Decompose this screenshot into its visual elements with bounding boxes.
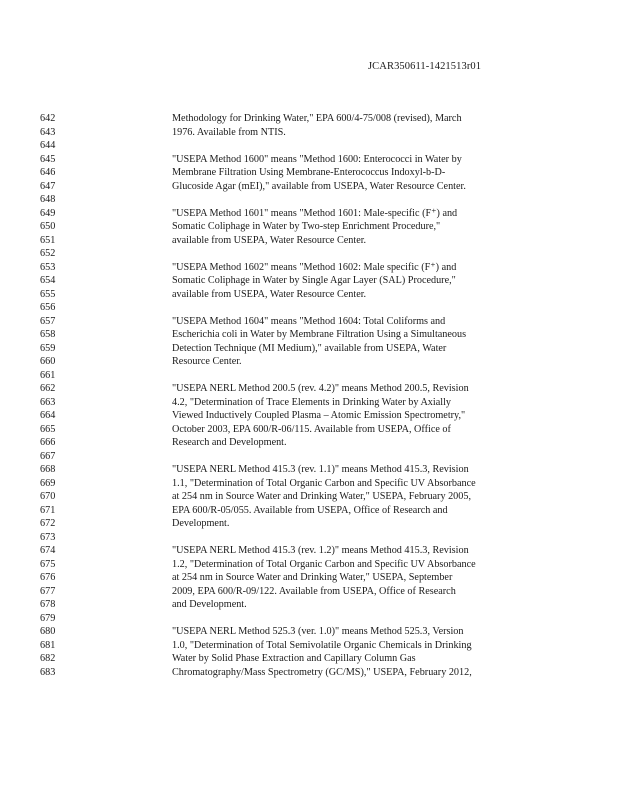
line-text: Membrane Filtration Using Membrane-Enterococcus Indoxyl-b-D-: [172, 167, 446, 178]
line-number: 664: [40, 410, 56, 421]
text-line: [0, 396, 618, 410]
line-text: 4.2, "Determination of Trace Elements in Drinking Water by Axially: [172, 396, 452, 408]
line-text: October 2003, EPA 600/R-06/115. Available from USEPA, Office of: [172, 423, 451, 435]
line-number: 672: [40, 518, 56, 529]
text-line: [0, 139, 618, 153]
line-number: 655: [40, 288, 56, 300]
line-text: EPA 600/R-05/055. Available from USEPA, Office of Research and: [172, 504, 448, 516]
text-line: [0, 639, 618, 653]
line-number: 642: [40, 113, 56, 124]
text-line: [0, 612, 618, 626]
line-text: 1976. Available from NTIS.: [172, 126, 286, 138]
text-line: [0, 355, 618, 369]
line-text: "USEPA NERL Method 200.5 (rev. 4.2)" means Method 200.5, Revision: [172, 383, 469, 394]
text-line: [0, 112, 618, 126]
line-number: 667: [40, 450, 56, 462]
line-number: 660: [40, 356, 56, 367]
text-line: [0, 571, 618, 585]
line-number: 668: [40, 464, 56, 475]
line-text: at 254 nm in Source Water and Drinking Water," USEPA, September: [172, 572, 453, 583]
line-number: 654: [40, 275, 56, 286]
text-line: [0, 301, 618, 315]
line-text: Chromatography/Mass Spectrometry (GC/MS)," USEPA, February 2012,: [172, 666, 472, 678]
text-line: [0, 315, 618, 329]
text-line: [0, 598, 618, 612]
line-number: 649: [40, 207, 56, 219]
text-line: [0, 328, 618, 342]
text-line: [0, 180, 618, 194]
line-number: 644: [40, 140, 56, 151]
text-line: [0, 234, 618, 248]
text-line: [0, 436, 618, 450]
line-number: 643: [40, 126, 56, 138]
line-number: 659: [40, 342, 56, 354]
line-number: 675: [40, 558, 56, 570]
line-number: 662: [40, 383, 56, 394]
line-text: Methodology for Drinking Water," EPA 600/4-75/008 (revised), March: [172, 113, 462, 124]
line-number: 679: [40, 612, 56, 624]
text-line: [0, 409, 618, 423]
line-number: 669: [40, 477, 56, 489]
line-text: "USEPA NERL Method 415.3 (rev. 1.2)" means Method 415.3, Revision: [172, 545, 469, 556]
line-number: 681: [40, 639, 56, 651]
line-text: Detection Technique (MI Medium)," available from USEPA, Water: [172, 342, 447, 354]
line-number: 646: [40, 167, 56, 178]
text-line: [0, 490, 618, 504]
line-number: 656: [40, 302, 56, 313]
text-line: [0, 369, 618, 383]
line-number: 666: [40, 437, 56, 448]
text-line: [0, 666, 618, 680]
line-text: Glucoside Agar (mEI)," available from USEPA, Water Resource Center.: [172, 180, 466, 192]
line-text: 2009, EPA 600/R-09/122. Available from USEPA, Office of Research: [172, 585, 456, 597]
line-number: 652: [40, 248, 56, 259]
line-number: 653: [40, 261, 56, 273]
line-number: 648: [40, 194, 56, 205]
text-line: [0, 342, 618, 356]
text-line: [0, 247, 618, 261]
text-line: [0, 220, 618, 234]
line-text: Research and Development.: [172, 437, 287, 448]
line-text: "USEPA Method 1601" means "Method 1601: Male-specific (F⁺) and: [172, 207, 458, 219]
line-number: 657: [40, 315, 56, 327]
line-number: 665: [40, 423, 56, 435]
document-id-header: JCAR350611-1421513r01: [368, 61, 482, 72]
line-text: "USEPA Method 1604" means "Method 1604: Total Coliforms and: [172, 315, 446, 327]
line-number: 677: [40, 585, 56, 597]
text-line: [0, 585, 618, 599]
text-line: [0, 207, 618, 221]
line-number: 645: [40, 153, 56, 165]
line-text: "USEPA Method 1602" means "Method 1602: Male specific (F⁺) and: [172, 261, 457, 273]
line-text: "USEPA NERL Method 525.3 (ver. 1.0)" means Method 525.3, Version: [172, 626, 464, 637]
line-number: 682: [40, 653, 56, 664]
line-text: 1.1, "Determination of Total Organic Carbon and Specific UV Absorbance: [172, 477, 476, 489]
text-line: [0, 504, 618, 518]
text-line: [0, 625, 618, 639]
text-line: [0, 382, 618, 396]
line-text: available from USEPA, Water Resource Center.: [172, 234, 367, 246]
line-text: Escherichia coli in Water by Membrane Filtration Using a Simultaneous: [172, 329, 467, 340]
text-line: [0, 423, 618, 437]
line-text: Viewed Inductively Coupled Plasma – Atomic Emission Spectrometry,": [172, 410, 466, 421]
line-number: 680: [40, 626, 56, 637]
line-number: 683: [40, 666, 56, 678]
line-number: 658: [40, 329, 56, 340]
line-text: and Development.: [172, 599, 247, 610]
line-number: 678: [40, 599, 56, 610]
text-line: [0, 531, 618, 545]
line-number: 647: [40, 180, 56, 192]
line-number: 671: [40, 504, 56, 516]
line-number: 661: [40, 369, 56, 381]
line-text: "USEPA NERL Method 415.3 (rev. 1.1)" means Method 415.3, Revision: [172, 464, 469, 475]
line-number: 650: [40, 221, 56, 232]
text-line: [0, 166, 618, 180]
line-number: 674: [40, 545, 56, 556]
line-number: 670: [40, 491, 56, 502]
line-text: Development.: [172, 518, 230, 529]
text-line: [0, 153, 618, 167]
text-line: [0, 261, 618, 275]
line-text: at 254 nm in Source Water and Drinking Water," USEPA, February 2005,: [172, 491, 472, 502]
line-number: 676: [40, 572, 56, 583]
text-line: [0, 477, 618, 491]
text-line: [0, 544, 618, 558]
text-line: [0, 517, 618, 531]
line-number: 651: [40, 234, 56, 246]
text-line: [0, 558, 618, 572]
line-text: 1.2, "Determination of Total Organic Carbon and Specific UV Absorbance: [172, 558, 476, 570]
text-line: [0, 193, 618, 207]
line-text: Water by Solid Phase Extraction and Capillary Column Gas: [172, 653, 416, 664]
text-line: [0, 463, 618, 477]
line-text: "USEPA Method 1600" means "Method 1600: Enterococci in Water by: [172, 153, 462, 165]
line-text: Resource Center.: [172, 356, 242, 367]
text-line: [0, 450, 618, 464]
line-text: available from USEPA, Water Resource Center.: [172, 288, 367, 300]
line-text: Somatic Coliphage in Water by Single Agar Layer (SAL) Procedure,": [172, 275, 456, 286]
line-number: 663: [40, 396, 56, 408]
line-text: Somatic Coliphage in Water by Two-step Enrichment Procedure,": [172, 221, 441, 232]
text-line: [0, 274, 618, 288]
line-number: 673: [40, 531, 56, 543]
text-line: [0, 652, 618, 666]
text-line: [0, 126, 618, 140]
line-text: 1.0, "Determination of Total Semivolatile Organic Chemicals in Drinking: [172, 639, 472, 651]
text-line: [0, 288, 618, 302]
